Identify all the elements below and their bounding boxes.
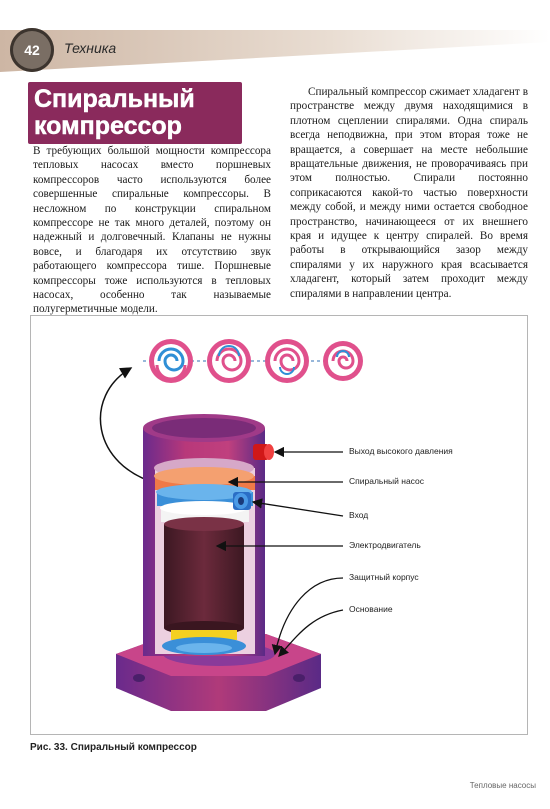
label-protective-housing: Защитный корпус [349,572,419,582]
page-number: 42 [24,42,40,58]
page-footer: Тепловые насосы [469,781,536,790]
left-column [33,144,271,317]
page-header [0,0,550,80]
label-motor: Электродвигатель [349,540,421,550]
scroll-stage-2-icon [207,339,251,383]
high-pressure-outlet [253,444,274,460]
label-inlet: Вход [349,510,369,520]
title-line-2: компрессор [34,112,182,140]
right-column [290,85,528,301]
right-paragraph: Спиральный компрессор сжимает хладагент в пространстве между двумя находящимися в плотном сцеплении спиралями. Одна спираль всегда неподвижна, при этом вторая тоже не вращается, а совершает на месте небольшие вращательные движения, не проворачиваясь при этом полностью. Спирали постоянно соприкасаются какой-то частью поверхности между собой, и между ними остается свободное пространство, начинающееся от их внешнего края и идущее к центру спиралей. Во время работы в открывающийся зазор между спиралями у их наружного края всасывается хладагент, который затем проходит между спиралями в направлении центра. [290,86,528,300]
figure-frame [30,315,528,735]
scroll-stage-4-icon [323,341,363,381]
title-line-1: Спиральный [34,85,195,113]
scroll-stage-3-icon [265,339,309,383]
page-number-badge [10,28,54,72]
scroll-sequence [143,339,363,383]
section-name: Техника [64,40,117,56]
callout-line-inlet [253,502,343,516]
label-base: Основание [349,604,393,614]
electric-motor [164,517,244,635]
left-paragraph: В требующих большой мощности компрессора тепловых насосах вместо поршневых компрессоров часто используются более совершенные спиральные компрессоры. В несложном по конструкции спиральном компрессоре не так много деталей, поэтому он надежный и долговечный. Клапаны не нужны вовсе, и благодаря их отсутствию звук работающего компрессора тише. Поршневые компрессоры тоже используются в тепловых насосах, особенно так называемые полугерметичные модели. [33,145,271,316]
article-title [34,86,254,140]
label-scroll-pump: Спиральный насос [349,476,424,486]
label-high-pressure-outlet: Выход высокого давления [349,446,453,456]
inlet-port [233,492,251,510]
compressor-illustration [31,316,527,734]
figure-caption: Рис. 33. Спиральный компрессор [30,742,197,753]
scroll-stage-1-icon [149,339,193,383]
